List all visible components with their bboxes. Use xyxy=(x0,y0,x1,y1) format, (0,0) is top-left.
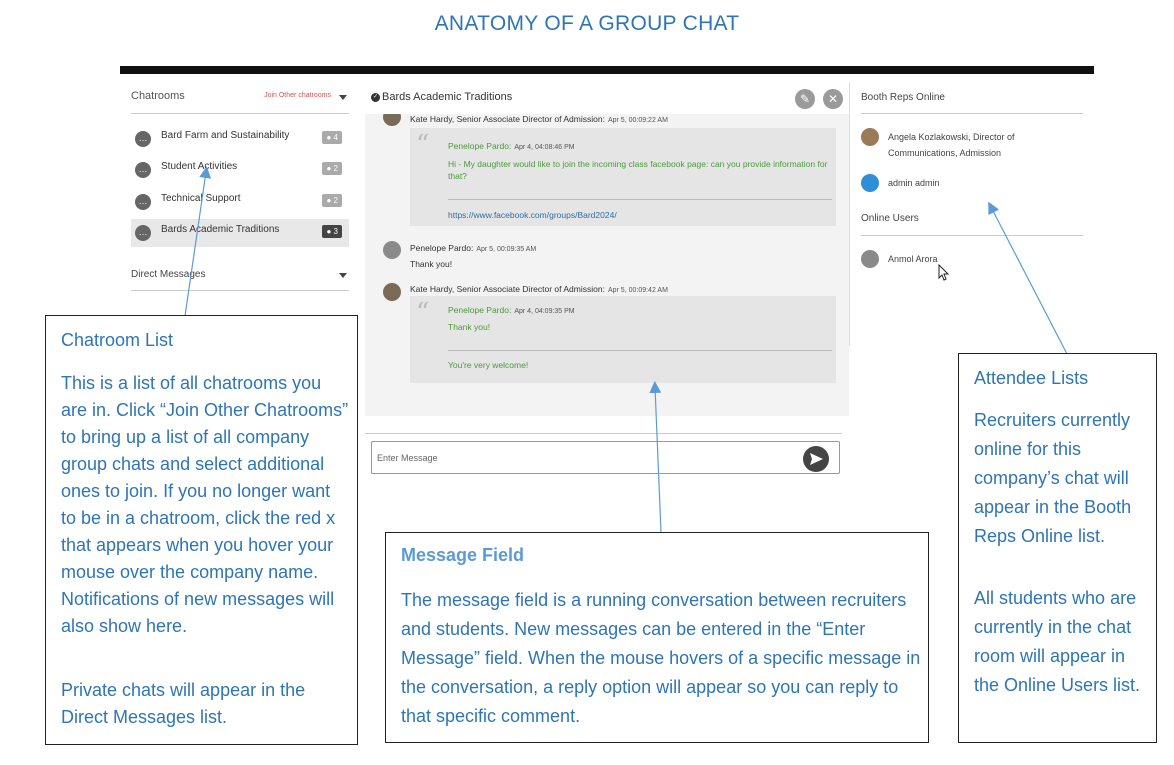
reply-text: You're very welcome! xyxy=(448,360,529,370)
message-field-callout xyxy=(385,532,929,743)
check-circle-icon: ✓ xyxy=(372,94,379,100)
cursor-icon xyxy=(938,264,950,282)
quoted-author: Penelope Pardo: Apr 4, 04:09:35 PM xyxy=(448,305,575,315)
chat-bubble-icon: … xyxy=(135,225,151,241)
chat-bubble-icon: … xyxy=(135,194,151,210)
reply-link[interactable]: https://www.facebook.com/groups/Bard2024/ xyxy=(448,210,617,220)
callout-heading: Message Field xyxy=(401,545,525,565)
callout-text: This is a list of all chatrooms you are in. Click “Join Other Chatrooms” to bring up a list of all company group chats and select additional ones to join. If you no longer want to be in a chatroom, click the red x that appears when you hover your mouse over the company name. Notifications of new messages will also show here. xyxy=(61,373,349,636)
arrow-message-field xyxy=(655,387,661,532)
booth-rep-name: Angela Kozlakowski, Director of Communications, Admission xyxy=(888,132,1015,158)
user-count-badge: ● 3 xyxy=(322,225,342,238)
arrow-attendee-lists xyxy=(991,207,1067,354)
online-user-name: Anmol Arora xyxy=(888,254,938,264)
quoted-author: Penelope Pardo: Apr 4, 04:08:46 PM xyxy=(448,141,575,151)
user-count-badge: ● 2 xyxy=(322,162,342,175)
arrow-chatroom-list xyxy=(185,172,206,316)
user-count-badge: ● 2 xyxy=(322,194,342,207)
booth-rep-name: admin admin xyxy=(888,178,940,188)
direct-messages-title: Direct Messages xyxy=(131,269,206,280)
attendee-lists-callout xyxy=(958,353,1157,743)
callout-text: Private chats will appear in the Direct Messages list. xyxy=(61,680,306,727)
chatroom-name: Bard Farm and Sustainability xyxy=(161,130,290,141)
booth-reps-header: Booth Reps Online xyxy=(861,92,945,103)
callout-heading: Attendee Lists xyxy=(974,368,1089,388)
chat-bubble-icon: … xyxy=(135,131,151,147)
message-author: Penelope Pardo: Apr 5, 00:09:35 AM xyxy=(410,243,537,253)
chat-bubble-icon: … xyxy=(135,162,151,178)
close-icon[interactable]: ✕ xyxy=(823,89,843,109)
chatroom-list-callout xyxy=(45,315,358,745)
chatroom-name: Bards Academic Traditions xyxy=(161,224,280,235)
callout-text: Recruiters currently online for this company’s chat will appear in the Booth Reps Online list. xyxy=(974,410,1132,546)
online-users-header: Online Users xyxy=(861,213,919,224)
user-count-badge: ● 4 xyxy=(322,131,342,144)
quoted-text: Thank you! xyxy=(448,322,491,332)
chatrooms-title: Chatrooms xyxy=(131,90,185,102)
quote-icon: “ xyxy=(416,130,430,160)
callout-text: All students who are currently in the chat room will appear in the Online Users list. xyxy=(974,588,1141,695)
message-text: Thank you! xyxy=(410,259,453,269)
chatroom-name: Student Activities xyxy=(161,161,238,172)
join-other-chatrooms-link[interactable]: Join Other chatrooms xyxy=(264,92,331,99)
quoted-text: Hi - My daughter would like to join the incoming class facebook page: can you provide information for that? xyxy=(448,159,828,181)
callout-text: The message field is a running conversation between recruiters and students. New messages can be entered in the “Enter Message” field. When the mouse hovers of a specific message in the conversation, a reply option will appear so you can reply to that specific comment. xyxy=(401,590,921,726)
page-title: ANATOMY OF A GROUP CHAT xyxy=(434,12,740,35)
chatroom-name: Technical Support xyxy=(161,193,241,204)
callout-heading: Chatroom List xyxy=(61,330,174,350)
message-author: Kate Hardy, Senior Associate Director of Admission: Apr 5, 00:09:22 AM xyxy=(410,114,668,124)
quote-icon: “ xyxy=(416,298,430,328)
message-author: Kate Hardy, Senior Associate Director of Admission: Apr 5, 00:09:42 AM xyxy=(410,284,668,294)
conversation-title: Bards Academic Traditions xyxy=(382,91,513,103)
edit-pencil-icon[interactable]: ✎ xyxy=(795,89,815,109)
